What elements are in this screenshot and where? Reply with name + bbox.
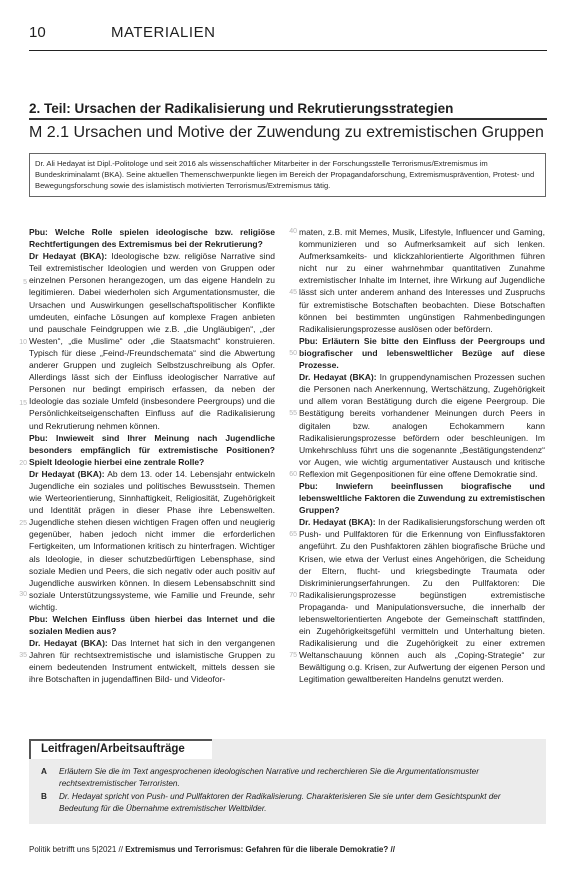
line-number: 15 <box>19 400 27 407</box>
line-number: 55 <box>289 410 297 417</box>
part-heading: 2. Teil: Ursachen der Radikalisierung und Rekrutierungsstrategien <box>29 101 547 120</box>
answer-text: In gruppendynamischen Prozessen suchen die Personen nach Anerkennung, Wertschätzung, Zugehörigkeit und allem voran Bestätigung durch die eigene Peergroup. Die Bestätigung bereits vorhandener Meinungen durch Peers in digitalen bzw. analogen Echokammern kann Radikalisierungsprozesse befördern oder beschleunigen. Im Umkehrschluss führt uns die sogenannte „Bestätigungstendenz“ vor Augen, wie wichtig argumentativer Austausch und kritische Reflexion mit Gegenpositionen für eine offene Demokratie sind. <box>299 372 545 479</box>
question-1: Pbu: Welche Rolle spielen ideologische bzw. religiöse Rechtfertigungen des Extremismus bei der Rekrutierung? <box>29 227 275 250</box>
task-key: B <box>41 792 47 801</box>
task-text: Dr. Hedayat spricht von Push- und Pullfaktoren der Radikalisierung. Charakterisieren Sie sie unter dem Gesichtspunkt der Bedeutung für die Übernahme extremistischer Weltbilder. <box>59 792 501 813</box>
speaker: Dr. Hedayat (BKA): <box>299 372 377 383</box>
line-number: 65 <box>289 531 297 538</box>
speaker: Dr. Hedayat (BKA): <box>29 638 108 649</box>
line-number: 5 <box>23 279 27 286</box>
answer-3 <box>29 637 275 685</box>
answer-4 <box>299 371 545 480</box>
footer-topic: Extremismus und Terrorismus: Gefahren für die liberale Demokratie? // <box>125 845 395 854</box>
line-number: 60 <box>289 471 297 478</box>
line-number: 40 <box>289 228 297 235</box>
task-key: A <box>41 767 47 776</box>
line-number: 50 <box>289 350 297 357</box>
tasks-title: Leitfragen/Arbeitsaufträge <box>41 743 185 755</box>
answer-text: Ideologische bzw. religiöse Narrative sind Teil extremistischer Ideologien und werden von Gruppen oder einzelnen Personen herangezogen, um das eigene Handeln zu legitimieren. Dabei wiederholen sich Argumentationsmuster, die Ursachen und Auswirkungen gesellschaftspolitischer Konflikte umdeuten, einfache Lösungen auf komplexe Fragen anbieten und pauschale Feindgruppen wie z.B. „die Ungläubigen“, „der Westen“, „die Muslime“ oder „die Staatsmacht“ konstruieren. Typisch für diese „Feind-/Freundschemata“ sind die Abwertung anderer Gruppen und zugleich Selbstzuschreibung als Opfer. Allerdings lässt sich der Einfluss ideologischer Narrative auf Personen nur bedingt empirisch erfassen, da neben der Ideologie das soziale Umfeld (insbesondere Peergroups) und die Persönlichkeitseigenschaften Einfluss auf die Radikalisierung und Rekrutierung nehmen können. <box>29 251 275 431</box>
author-bio: Dr. Ali Hedayat ist Dipl.-Politologe und seit 2016 als wissenschaftlicher Mitarbeiter in der Forschungsstelle Terrorismus/Extremismus im Bundeskriminalamt (BKA). Seine aktuellen Themenschwerpunkte liegen im Bereich der Propagandaforschung, Extremismusprävention, Protest- und Bewegungsforschung sowie des islamistisch motivierten Terrorismus/Extremismus tätig. <box>29 153 546 197</box>
question-5: Pbu: Inwiefern beeinflussen biografische und lebensweltliche Faktoren die Zuwendung zu extremistischen Gruppen? <box>299 480 545 516</box>
material-title: M 2.1 Ursachen und Motive der Zuwendung zu extremistischen Gruppen <box>29 124 544 141</box>
page-header <box>29 22 547 51</box>
line-number: 20 <box>19 460 27 467</box>
line-number: 45 <box>289 289 297 296</box>
answer-5 <box>299 516 545 685</box>
question-4: Pbu: Erläutern Sie bitte den Einfluss der Peergroups und biografischer und lebensweltlicher Bezüge auf diese Prozesse. <box>299 335 545 371</box>
question-3: Pbu: Welchen Einfluss üben hierbei das Internet und die sozialen Medien aus? <box>29 614 275 637</box>
page-number: 10 <box>29 24 46 41</box>
tasks-title-tab <box>29 739 212 759</box>
section-label: MATERIALIEN <box>111 24 216 41</box>
page-footer <box>29 845 395 854</box>
footer-journal: Politik betrifft uns 5|2021 // <box>29 845 123 854</box>
tasks-box <box>29 739 546 824</box>
question-2: Pbu: Inwieweit sind Ihrer Meinung nach Jugendliche besonders empfänglich für extremistische Positionen? Spielt Ideologie hierbei eine zentrale Rolle? <box>29 432 275 467</box>
answer-text: Das Internet hat sich in den vergangenen Jahren für rechtsextremistische und islamistische Gruppen zu einem bedeutenden Instrument entwickelt, mittels dessen sie ihre Botschaften in jugendaffinen Bild- und Videofor- <box>29 638 275 685</box>
line-number: 10 <box>19 339 27 346</box>
speaker: Dr Hedayat (BKA): <box>29 251 108 262</box>
line-number: 30 <box>19 591 27 598</box>
answer-1 <box>29 250 275 431</box>
line-number: 75 <box>289 652 297 659</box>
task-text: Erläutern Sie die im Text angesprochenen ideologischen Narrative und recherchieren Sie die Argumentationsmuster rechtsextremistischer Terroristen. <box>59 767 479 788</box>
line-number: 25 <box>19 520 27 527</box>
answer-2 <box>29 468 275 613</box>
answer-3-continued: maten, z.B. mit Memes, Musik, Lifestyle, Influencer und Gaming, kommunizieren und so Aufmerksamkeit auf sich lenken. Aufmerksamkeits- und klickzahlorientierte Algorithmen führen nicht nur zu einer wahrnehmbar quantitativen Zunahme extremistischer Inhalte im Internet, ihre Wirkung auf Jugendliche lässt sich unter anderem anhand des Interesses und Zuspruchs für extremistische Botschaften beobachten. Diese Botschaften können bei bestimmten ungünstigen Rahmenbedingungen Radikalisierungsprozesse auslösen oder befördern. <box>299 227 545 334</box>
answer-text: Ab dem 13. oder 14. Lebensjahr entwickeln Jugendliche ein soziales und politisches Bewusstsein. Themen wie Werteorientierung, Sinnhaftigkeit, Religiosität, Zugehörigkeit und Identität prägen in dieser Phase ihre Lebenswelten. Jugendliche stehen diesen wichtigen Fragen offen und neugierig gegenüber, haben jedoch nicht immer die erforderlichen Fertigkeiten, um Informationen kritisch zu hinterfragen. Wichtiger als Ideologie, in dieser schutzbedürftigen Lebensphase, sind soziale Medien und Peers, die sich negativ oder auch positiv auf Jugendliche auswirken können. In diesem Lebensabschnitt sind soziale Unterstützungssysteme, wie Familie und Freunde, sehr wichtig. <box>29 468 275 612</box>
right-column <box>299 226 545 686</box>
left-column <box>29 226 275 686</box>
line-number: 35 <box>19 652 27 659</box>
line-number: 70 <box>289 592 297 599</box>
speaker: Dr Hedayat (BKA): <box>29 468 105 479</box>
answer-text: In der Radikalisierungsforschung werden oft Push- und Pullfaktoren für die Erkennung von Einflussfaktoren angeführt. Zu den Pushfaktoren zählen biografische Brüche und Krisen, wie etwa der Verlust eines Angehörigen, die Scheidung der Eltern, flucht- und kriegsbedingte Traumata oder Diskriminierungserfahrungen. Zu den Pullfaktoren: Die Radikalisierungsprozesse begünstigen extremistische Propaganda- und Manipulationsversuche, die innerhalb der lebensweltorientierten Angebote der Gemeinschaft stattfinden, ein Zugehörigkeitsgefühl vermitteln und Unterhaltung bieten. Radikalisierung und die Zugehörigkeit zu einer extremen Weltanschauung können auch als „Coping-Strategie“ zur Bewältigung o.g. Krisen, zur Aufwertung der eigenen Person und Legitimation gewaltbereiten Handelns genutzt werden. <box>299 517 545 685</box>
speaker: Dr. Hedayat (BKA): <box>299 517 376 528</box>
